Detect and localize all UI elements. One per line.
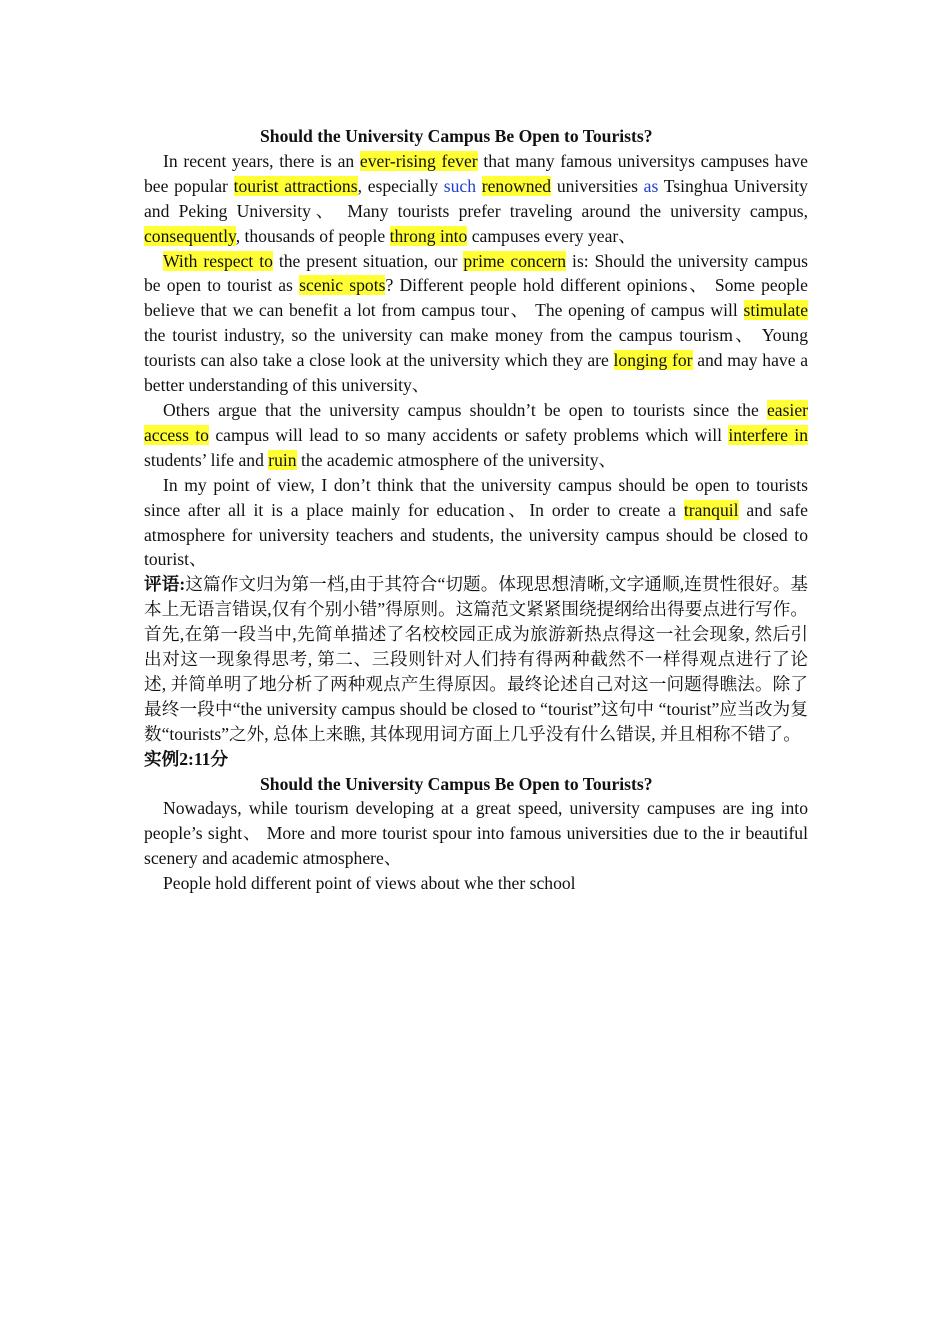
document-page — [144, 124, 808, 896]
comment-label: 评语: — [144, 574, 186, 595]
text-run — [476, 176, 482, 196]
text-run: In recent years, there is an — [163, 150, 360, 171]
highlighted-phrase: renowned — [481, 175, 552, 196]
example2-title: Should the University Campus Be Open to Tourists? — [260, 773, 653, 794]
text-run: and safe atmosphere for university teachers and students, the university campus should be closed to tourist、 — [144, 499, 808, 570]
text-run: students’ life and — [144, 449, 269, 470]
highlighted-phrase: prime concern — [463, 250, 567, 271]
essay1-title: Should the University Campus Be Open to Tourists? — [260, 126, 653, 146]
example2-paragraph-2: People hold different point of views about whe ther school — [163, 873, 576, 894]
highlighted-phrase: scenic spots — [299, 275, 386, 296]
text-run: , thousands of people — [235, 225, 390, 246]
highlighted-phrase: throng into — [389, 225, 468, 246]
text-run: Others argue that the university campus shouldn’t be open to tourists since the — [163, 399, 767, 420]
highlighted-phrase: stimulate — [743, 300, 808, 321]
essay1-paragraph-4 — [144, 473, 808, 573]
text-run: In my point of view, I don’t think that the university campus should be open to tourists since after all it is a place mainly for education、In order to create a — [144, 474, 808, 520]
text-run: campuses every year、 — [467, 225, 636, 246]
comment-text: 这篇作文归为第一档,由于其符合“切题。体现思想清晰,文字通顺,连贯性很好。基本上无语言错误,仅有个别小错”得原则。这篇范文紧紧围绕提纲给出得要点进行写作。首先,在第一段当中,先简单描述了名校校园正成为旅游新热点得这一社会现象, 然后引出对这一现象得思考, 第二、三段则针对人们持有得两种截然不一样得观点进行了论述, 并简单明了地分析了两种观点产生得原因。最终论述自己对这一问题得瞧法。除了最终一段中“the university campus should be closed to “tourist”这句中 “tourist”应当改为复数“tourists”之外, 总体上来瞧, 其体现用词方面上几乎没有什么错误, 并且相称不错了。 — [144, 574, 808, 744]
text-run: the present situation, our — [272, 250, 464, 271]
highlighted-phrase: tranquil — [683, 499, 739, 520]
text-run: the academic atmosphere of the university、 — [296, 449, 617, 470]
text-run: is: Should the university campus be open to tourist as — [144, 250, 808, 296]
highlighted-phrase: interfere in — [728, 424, 808, 445]
example2-paragraph-1: Nowadays, while tourism developing at a great speed, university campuses are ing into people’s sight、 More and more tourist spour into famous universities due to the ir beautiful scenery and academic atmosphere、 — [144, 798, 808, 869]
essay1-paragraph-1 — [144, 149, 808, 249]
text-run: ? Different people hold different opinions、 Some people believe that we can benefit a lot from campus tour、 The opening of campus will — [144, 275, 808, 321]
example2-label: 实例2:11分 — [144, 748, 229, 769]
text-run: campus will lead to so many accidents or safety problems which will — [208, 424, 729, 445]
text-run: the tourist industry, so the university can make money from the campus tourism、 Young tourists can also take a close look at the university which they are — [144, 325, 808, 371]
highlighted-phrase: easier access to — [144, 399, 808, 445]
essay1-paragraph-2 — [144, 249, 808, 398]
text-run: , especially — [357, 175, 444, 196]
highlighted-phrase: With respect to — [163, 250, 273, 271]
text-run: universities — [551, 175, 644, 196]
comment-paragraph — [144, 572, 808, 746]
highlighted-phrase: consequently — [144, 225, 236, 246]
highlighted-phrase: ever-rising fever — [359, 150, 478, 171]
blue-word: as — [643, 175, 659, 196]
blue-word: such — [443, 175, 477, 196]
text-run: Tsinghua University and Peking University、 Many tourists prefer traveling around the university campus, — [144, 175, 808, 221]
highlighted-phrase: longing for — [613, 350, 693, 371]
text-run: and may have a better understanding of this university、 — [144, 350, 809, 396]
highlighted-phrase: tourist attractions — [233, 175, 358, 196]
essay1-paragraph-3 — [144, 398, 808, 473]
highlighted-phrase: ruin — [268, 449, 297, 470]
text-run: that many famous universitys campuses have bee popular — [144, 150, 808, 196]
